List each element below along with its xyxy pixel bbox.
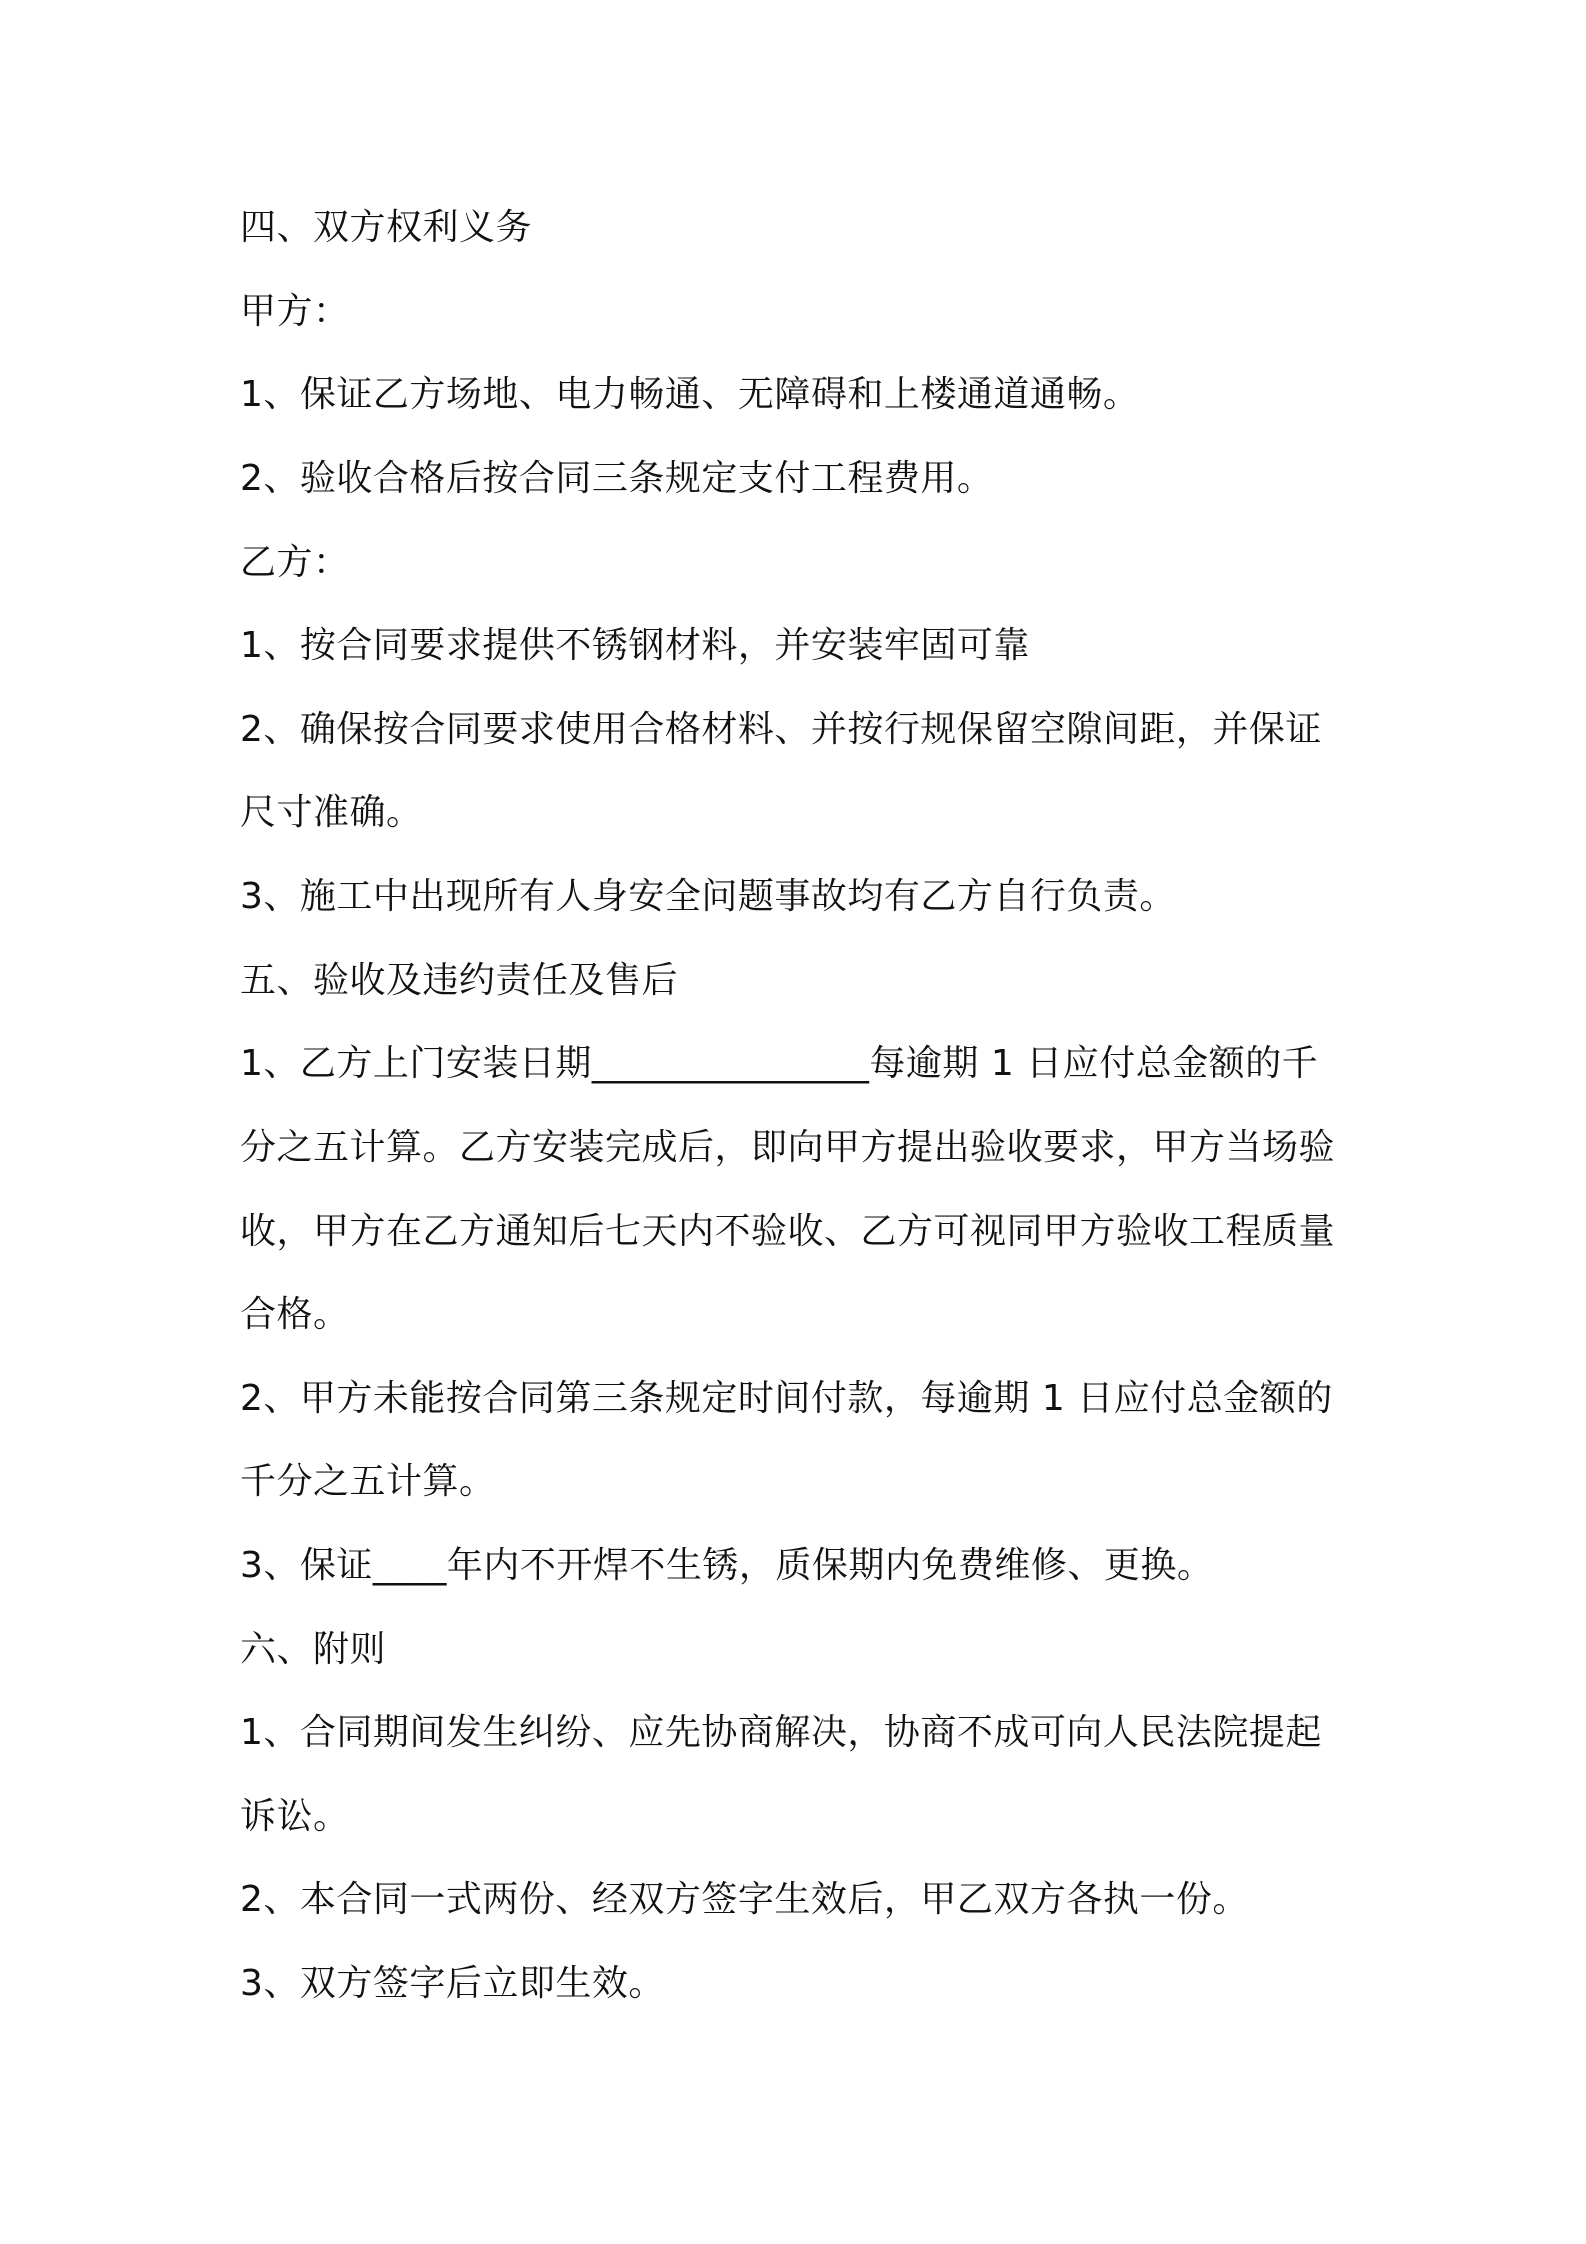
section-6-clause-3: 3、双方签字后立即生效。 (240, 1963, 665, 2004)
party-b-heading: 乙方： (240, 542, 350, 583)
section-5-clause-2-line-1: 2、甲方未能按合同第三条规定时间付款，每逾期 1 日应付总金额的 (240, 1378, 1333, 1419)
section-6-clause-2: 2、本合同一式两份、经双方签字生效后，甲乙双方各执一份。 (240, 1879, 1249, 1920)
party-a-clause-1: 1、保证乙方场地、电力畅通、无障碍和上楼通道通畅。 (240, 374, 1140, 415)
party-b-clause-1: 1、按合同要求提供不锈钢材料，并安装牢固可靠 (240, 625, 1030, 666)
party-b-clause-3: 3、施工中出现所有人身安全问题事故均有乙方自行负责。 (240, 876, 1176, 917)
section-6-clause-1-line-2: 诉讼。 (240, 1796, 350, 1837)
section-5-clause-1-line-3: 收，甲方在乙方通知后七天内不验收、乙方可视同甲方验收工程质量 (240, 1211, 1336, 1252)
section-5-clause-2-line-2: 千分之五计算。 (240, 1461, 496, 1502)
section-6-heading: 六、附则 (240, 1629, 387, 1670)
party-b-clause-2-line-2: 尺寸准确。 (240, 792, 423, 833)
section-5-clause-1-line-1: 1、乙方上门安装日期_______________每逾期 1 日应付总金额的千 (240, 1043, 1319, 1084)
section-5-clause-1-line-4: 合格。 (240, 1294, 350, 1335)
section-5-clause-3: 3、保证____年内不开焊不生锈，质保期内免费维修、更换。 (240, 1545, 1214, 1586)
party-b-clause-2-line-1: 2、确保按合同要求使用合格材料、并按行规保留空隙间距，并保证 (240, 709, 1322, 750)
party-a-heading: 甲方： (240, 291, 350, 332)
section-5-heading: 五、验收及违约责任及售后 (240, 960, 679, 1001)
party-a-clause-2: 2、验收合格后按合同三条规定支付工程费用。 (240, 458, 994, 499)
section-4-heading: 四、双方权利义务 (240, 207, 533, 248)
section-5-clause-1-line-2: 分之五计算。乙方安装完成后，即向甲方提出验收要求，甲方当场验 (240, 1127, 1336, 1168)
section-6-clause-1-line-1: 1、合同期间发生纠纷、应先协商解决，协商不成可向人民法院提起 (240, 1712, 1322, 1753)
